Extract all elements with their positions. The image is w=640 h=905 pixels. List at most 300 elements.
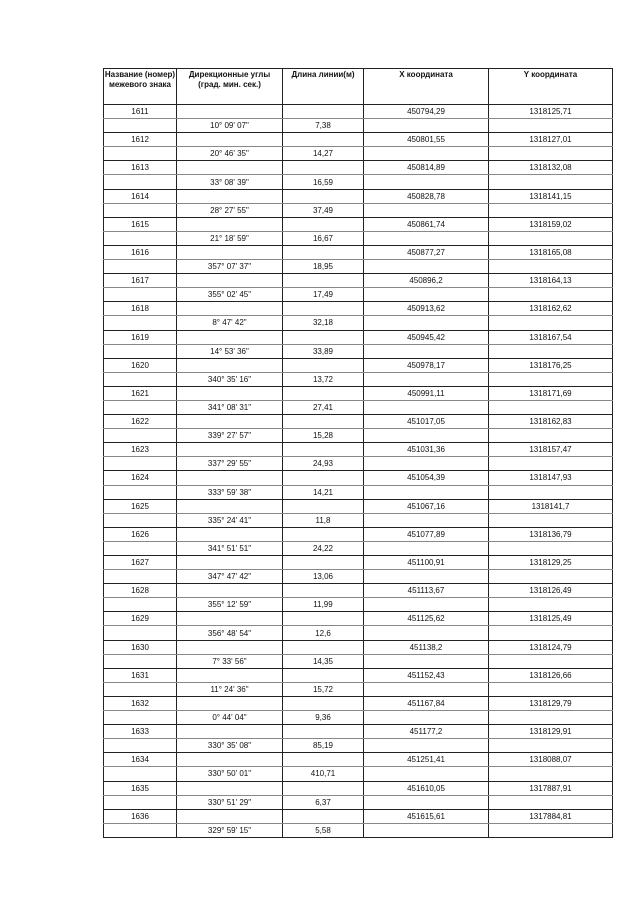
- y-coordinate-cell: 1318167,54: [489, 330, 613, 344]
- empty-cell: [104, 541, 177, 555]
- empty-cell: [104, 260, 177, 274]
- direction-angle-cell: 357° 07' 37": [177, 260, 283, 274]
- table-row-segment: [104, 654, 613, 668]
- line-length-cell: 9,36: [283, 711, 364, 725]
- point-name-cell: 1622: [104, 415, 177, 429]
- empty-cell: [489, 429, 613, 443]
- line-length-cell: 24,93: [283, 457, 364, 471]
- table-row-point: [104, 640, 613, 654]
- empty-cell: [489, 795, 613, 809]
- empty-cell: [364, 767, 489, 781]
- point-name-cell: 1632: [104, 696, 177, 710]
- table-row-point: [104, 386, 613, 400]
- table-row-point: [104, 245, 613, 259]
- x-coordinate-cell: 451077,89: [364, 527, 489, 541]
- table-row-segment: [104, 372, 613, 386]
- empty-cell: [104, 767, 177, 781]
- empty-cell: [177, 330, 283, 344]
- empty-cell: [283, 245, 364, 259]
- direction-angle-cell: 14° 53' 36": [177, 344, 283, 358]
- point-name-cell: 1636: [104, 809, 177, 823]
- empty-cell: [177, 189, 283, 203]
- point-name-cell: 1615: [104, 217, 177, 231]
- point-name-cell: 1629: [104, 612, 177, 626]
- table-row-point: [104, 161, 613, 175]
- empty-cell: [104, 739, 177, 753]
- point-name-cell: 1631: [104, 668, 177, 682]
- table-row-segment: [104, 513, 613, 527]
- empty-cell: [177, 161, 283, 175]
- empty-cell: [364, 457, 489, 471]
- empty-cell: [489, 457, 613, 471]
- empty-cell: [104, 654, 177, 668]
- empty-cell: [283, 274, 364, 288]
- x-coordinate-cell: 451138,2: [364, 640, 489, 654]
- header-angle: Дирекционные углы (град. мин. сек.): [177, 69, 283, 105]
- table-row-point: [104, 302, 613, 316]
- line-length-cell: 17,49: [283, 288, 364, 302]
- empty-cell: [104, 485, 177, 499]
- direction-angle-cell: 355° 12' 59": [177, 598, 283, 612]
- point-name-cell: 1619: [104, 330, 177, 344]
- table-row-segment: [104, 203, 613, 217]
- y-coordinate-cell: 1317884,81: [489, 809, 613, 823]
- y-coordinate-cell: 1318136,79: [489, 527, 613, 541]
- line-length-cell: 16,67: [283, 231, 364, 245]
- y-coordinate-cell: 1318147,93: [489, 471, 613, 485]
- x-coordinate-cell: 451152,43: [364, 668, 489, 682]
- line-length-cell: 14,21: [283, 485, 364, 499]
- y-coordinate-cell: 1318141,15: [489, 189, 613, 203]
- x-coordinate-cell: 451067,16: [364, 499, 489, 513]
- direction-angle-cell: 339° 27' 57": [177, 429, 283, 443]
- line-length-cell: 24,22: [283, 541, 364, 555]
- empty-cell: [489, 654, 613, 668]
- table-row-point: [104, 809, 613, 823]
- empty-cell: [364, 344, 489, 358]
- empty-cell: [489, 119, 613, 133]
- x-coordinate-cell: 451615,61: [364, 809, 489, 823]
- x-coordinate-cell: 450801,55: [364, 133, 489, 147]
- empty-cell: [489, 203, 613, 217]
- point-name-cell: 1614: [104, 189, 177, 203]
- boundary-coordinates-table: [103, 68, 613, 838]
- table-row-segment: [104, 344, 613, 358]
- table-row-segment: [104, 147, 613, 161]
- table-row-point: [104, 527, 613, 541]
- empty-cell: [364, 795, 489, 809]
- point-name-cell: 1627: [104, 556, 177, 570]
- point-name-cell: 1630: [104, 640, 177, 654]
- empty-cell: [489, 147, 613, 161]
- table-row-point: [104, 725, 613, 739]
- line-length-cell: 11,8: [283, 513, 364, 527]
- empty-cell: [177, 612, 283, 626]
- line-length-cell: 15,72: [283, 682, 364, 696]
- empty-cell: [283, 612, 364, 626]
- empty-cell: [489, 175, 613, 189]
- empty-cell: [104, 231, 177, 245]
- direction-angle-cell: 340° 35' 16": [177, 372, 283, 386]
- empty-cell: [177, 245, 283, 259]
- y-coordinate-cell: 1318129,79: [489, 696, 613, 710]
- empty-cell: [177, 781, 283, 795]
- table-row-point: [104, 274, 613, 288]
- header-length: Длина линии(м): [283, 69, 364, 105]
- empty-cell: [364, 541, 489, 555]
- x-coordinate-cell: 451125,62: [364, 612, 489, 626]
- point-name-cell: 1634: [104, 753, 177, 767]
- table-row-point: [104, 781, 613, 795]
- x-coordinate-cell: 451177,2: [364, 725, 489, 739]
- empty-cell: [177, 274, 283, 288]
- empty-cell: [177, 584, 283, 598]
- table-row-point: [104, 330, 613, 344]
- direction-angle-cell: 21° 18' 59": [177, 231, 283, 245]
- empty-cell: [364, 400, 489, 414]
- empty-cell: [489, 316, 613, 330]
- line-length-cell: 11,99: [283, 598, 364, 612]
- empty-cell: [364, 288, 489, 302]
- empty-cell: [283, 415, 364, 429]
- x-coordinate-cell: 451251,41: [364, 753, 489, 767]
- point-name-cell: 1635: [104, 781, 177, 795]
- x-coordinate-cell: 450913,62: [364, 302, 489, 316]
- table-row-point: [104, 105, 613, 119]
- table-row-point: [104, 696, 613, 710]
- line-length-cell: 16,59: [283, 175, 364, 189]
- empty-cell: [364, 711, 489, 725]
- x-coordinate-cell: 451017,05: [364, 415, 489, 429]
- empty-cell: [489, 570, 613, 584]
- table-row-segment: [104, 541, 613, 555]
- y-coordinate-cell: 1318159,02: [489, 217, 613, 231]
- empty-cell: [283, 809, 364, 823]
- empty-cell: [364, 175, 489, 189]
- point-name-cell: 1612: [104, 133, 177, 147]
- empty-cell: [489, 823, 613, 837]
- x-coordinate-cell: 450945,42: [364, 330, 489, 344]
- empty-cell: [364, 682, 489, 696]
- empty-cell: [364, 429, 489, 443]
- y-coordinate-cell: 1318124,79: [489, 640, 613, 654]
- point-name-cell: 1623: [104, 443, 177, 457]
- empty-cell: [364, 485, 489, 499]
- direction-angle-cell: 330° 51' 29": [177, 795, 283, 809]
- empty-cell: [104, 175, 177, 189]
- x-coordinate-cell: 450978,17: [364, 358, 489, 372]
- empty-cell: [489, 372, 613, 386]
- table-row-point: [104, 471, 613, 485]
- table-row-segment: [104, 795, 613, 809]
- empty-cell: [364, 823, 489, 837]
- point-name-cell: 1617: [104, 274, 177, 288]
- empty-cell: [283, 302, 364, 316]
- empty-cell: [104, 147, 177, 161]
- empty-cell: [364, 654, 489, 668]
- line-length-cell: 85,19: [283, 739, 364, 753]
- table-row-point: [104, 415, 613, 429]
- empty-cell: [489, 344, 613, 358]
- empty-cell: [177, 443, 283, 457]
- empty-cell: [104, 513, 177, 527]
- empty-cell: [489, 767, 613, 781]
- direction-angle-cell: 0° 44' 04": [177, 711, 283, 725]
- y-coordinate-cell: 1318129,91: [489, 725, 613, 739]
- x-coordinate-cell: 450794,29: [364, 105, 489, 119]
- empty-cell: [283, 217, 364, 231]
- x-coordinate-cell: 450814,89: [364, 161, 489, 175]
- y-coordinate-cell: 1318141,7: [489, 499, 613, 513]
- y-coordinate-cell: 1318176,25: [489, 358, 613, 372]
- table-row-segment: [104, 457, 613, 471]
- point-name-cell: 1626: [104, 527, 177, 541]
- table-row-point: [104, 133, 613, 147]
- x-coordinate-cell: 451610,05: [364, 781, 489, 795]
- empty-cell: [177, 527, 283, 541]
- y-coordinate-cell: 1318126,49: [489, 584, 613, 598]
- empty-cell: [177, 133, 283, 147]
- empty-cell: [489, 626, 613, 640]
- empty-cell: [364, 316, 489, 330]
- empty-cell: [283, 725, 364, 739]
- empty-cell: [104, 429, 177, 443]
- line-length-cell: 410,71: [283, 767, 364, 781]
- empty-cell: [364, 260, 489, 274]
- empty-cell: [489, 485, 613, 499]
- point-name-cell: 1633: [104, 725, 177, 739]
- empty-cell: [283, 133, 364, 147]
- direction-angle-cell: 28° 27' 55": [177, 203, 283, 217]
- empty-cell: [177, 386, 283, 400]
- point-name-cell: 1618: [104, 302, 177, 316]
- table-row-point: [104, 612, 613, 626]
- point-name-cell: 1620: [104, 358, 177, 372]
- table-row-segment: [104, 739, 613, 753]
- empty-cell: [489, 231, 613, 245]
- empty-cell: [364, 147, 489, 161]
- line-length-cell: 14,27: [283, 147, 364, 161]
- empty-cell: [364, 626, 489, 640]
- header-y: Y координата: [489, 69, 613, 105]
- table-row-point: [104, 753, 613, 767]
- y-coordinate-cell: 1318129,25: [489, 556, 613, 570]
- y-coordinate-cell: 1318088,07: [489, 753, 613, 767]
- empty-cell: [283, 696, 364, 710]
- empty-cell: [489, 288, 613, 302]
- direction-angle-cell: 356° 48' 54": [177, 626, 283, 640]
- direction-angle-cell: 355° 02' 45": [177, 288, 283, 302]
- x-coordinate-cell: 450877,27: [364, 245, 489, 259]
- y-coordinate-cell: 1318125,49: [489, 612, 613, 626]
- direction-angle-cell: 8° 47' 42": [177, 316, 283, 330]
- document-sheet: [103, 68, 612, 838]
- x-coordinate-cell: 451054,39: [364, 471, 489, 485]
- line-length-cell: 37,49: [283, 203, 364, 217]
- empty-cell: [283, 443, 364, 457]
- empty-cell: [364, 570, 489, 584]
- direction-angle-cell: 20° 46' 35": [177, 147, 283, 161]
- header-x: X координата: [364, 69, 489, 105]
- empty-cell: [283, 584, 364, 598]
- empty-cell: [364, 513, 489, 527]
- table-row-segment: [104, 288, 613, 302]
- line-length-cell: 18,95: [283, 260, 364, 274]
- direction-angle-cell: 33° 08' 39": [177, 175, 283, 189]
- table-row-point: [104, 189, 613, 203]
- empty-cell: [177, 358, 283, 372]
- y-coordinate-cell: 1317887,91: [489, 781, 613, 795]
- line-length-cell: 27,41: [283, 400, 364, 414]
- x-coordinate-cell: 450828,78: [364, 189, 489, 203]
- empty-cell: [104, 288, 177, 302]
- table-row-point: [104, 217, 613, 231]
- point-name-cell: 1628: [104, 584, 177, 598]
- empty-cell: [104, 823, 177, 837]
- empty-cell: [489, 260, 613, 274]
- y-coordinate-cell: 1318125,71: [489, 105, 613, 119]
- empty-cell: [104, 400, 177, 414]
- y-coordinate-cell: 1318127,01: [489, 133, 613, 147]
- direction-angle-cell: 347° 47' 42": [177, 570, 283, 584]
- empty-cell: [177, 753, 283, 767]
- empty-cell: [177, 556, 283, 570]
- empty-cell: [283, 358, 364, 372]
- line-length-cell: 14,35: [283, 654, 364, 668]
- direction-angle-cell: 335° 24' 41": [177, 513, 283, 527]
- line-length-cell: 32,18: [283, 316, 364, 330]
- empty-cell: [104, 316, 177, 330]
- empty-cell: [283, 640, 364, 654]
- point-name-cell: 1613: [104, 161, 177, 175]
- empty-cell: [489, 682, 613, 696]
- line-length-cell: 15,28: [283, 429, 364, 443]
- direction-angle-cell: 11° 24' 36": [177, 682, 283, 696]
- table-body: [104, 105, 613, 838]
- empty-cell: [489, 598, 613, 612]
- table-row-segment: [104, 260, 613, 274]
- y-coordinate-cell: 1318162,62: [489, 302, 613, 316]
- empty-cell: [489, 541, 613, 555]
- empty-cell: [489, 513, 613, 527]
- table-row-segment: [104, 429, 613, 443]
- direction-angle-cell: 341° 08' 31": [177, 400, 283, 414]
- empty-cell: [283, 527, 364, 541]
- empty-cell: [283, 330, 364, 344]
- empty-cell: [283, 556, 364, 570]
- empty-cell: [364, 372, 489, 386]
- empty-cell: [177, 640, 283, 654]
- empty-cell: [364, 739, 489, 753]
- line-length-cell: 12,6: [283, 626, 364, 640]
- x-coordinate-cell: 451100,91: [364, 556, 489, 570]
- line-length-cell: 13,06: [283, 570, 364, 584]
- empty-cell: [177, 696, 283, 710]
- empty-cell: [283, 471, 364, 485]
- empty-cell: [104, 372, 177, 386]
- empty-cell: [489, 711, 613, 725]
- table-row-segment: [104, 711, 613, 725]
- direction-angle-cell: 330° 50' 01": [177, 767, 283, 781]
- empty-cell: [489, 739, 613, 753]
- empty-cell: [104, 682, 177, 696]
- y-coordinate-cell: 1318157,47: [489, 443, 613, 457]
- table-row-point: [104, 668, 613, 682]
- x-coordinate-cell: 450991,11: [364, 386, 489, 400]
- empty-cell: [177, 809, 283, 823]
- empty-cell: [104, 711, 177, 725]
- table-row-segment: [104, 598, 613, 612]
- table-row-segment: [104, 175, 613, 189]
- empty-cell: [104, 119, 177, 133]
- line-length-cell: 13,72: [283, 372, 364, 386]
- empty-cell: [177, 725, 283, 739]
- x-coordinate-cell: 450896,2: [364, 274, 489, 288]
- empty-cell: [104, 598, 177, 612]
- table-row-segment: [104, 231, 613, 245]
- empty-cell: [177, 302, 283, 316]
- empty-cell: [177, 668, 283, 682]
- empty-cell: [104, 626, 177, 640]
- table-header-row: [104, 69, 613, 105]
- empty-cell: [177, 105, 283, 119]
- direction-angle-cell: 329° 59' 15": [177, 823, 283, 837]
- x-coordinate-cell: 451113,67: [364, 584, 489, 598]
- x-coordinate-cell: 450861,74: [364, 217, 489, 231]
- line-length-cell: 5,58: [283, 823, 364, 837]
- empty-cell: [177, 415, 283, 429]
- y-coordinate-cell: 1318162,83: [489, 415, 613, 429]
- y-coordinate-cell: 1318165,08: [489, 245, 613, 259]
- table-row-point: [104, 499, 613, 513]
- empty-cell: [177, 499, 283, 513]
- point-name-cell: 1624: [104, 471, 177, 485]
- empty-cell: [364, 231, 489, 245]
- line-length-cell: 33,89: [283, 344, 364, 358]
- table-row-point: [104, 584, 613, 598]
- x-coordinate-cell: 451031,36: [364, 443, 489, 457]
- empty-cell: [283, 668, 364, 682]
- empty-cell: [283, 753, 364, 767]
- point-name-cell: 1611: [104, 105, 177, 119]
- empty-cell: [364, 598, 489, 612]
- empty-cell: [104, 570, 177, 584]
- line-length-cell: 6,37: [283, 795, 364, 809]
- direction-angle-cell: 341° 51' 51": [177, 541, 283, 555]
- table-row-segment: [104, 119, 613, 133]
- point-name-cell: 1621: [104, 386, 177, 400]
- empty-cell: [283, 189, 364, 203]
- empty-cell: [177, 471, 283, 485]
- table-row-point: [104, 443, 613, 457]
- line-length-cell: 7,38: [283, 119, 364, 133]
- empty-cell: [283, 105, 364, 119]
- empty-cell: [283, 386, 364, 400]
- empty-cell: [104, 457, 177, 471]
- y-coordinate-cell: 1318132,08: [489, 161, 613, 175]
- table-row-segment: [104, 823, 613, 837]
- empty-cell: [283, 781, 364, 795]
- table-row-segment: [104, 682, 613, 696]
- header-name: Название (номер) межевого знака: [104, 69, 177, 105]
- empty-cell: [489, 400, 613, 414]
- table-row-point: [104, 358, 613, 372]
- table-row-segment: [104, 570, 613, 584]
- y-coordinate-cell: 1318126,66: [489, 668, 613, 682]
- y-coordinate-cell: 1318164,13: [489, 274, 613, 288]
- empty-cell: [104, 203, 177, 217]
- table-row-segment: [104, 626, 613, 640]
